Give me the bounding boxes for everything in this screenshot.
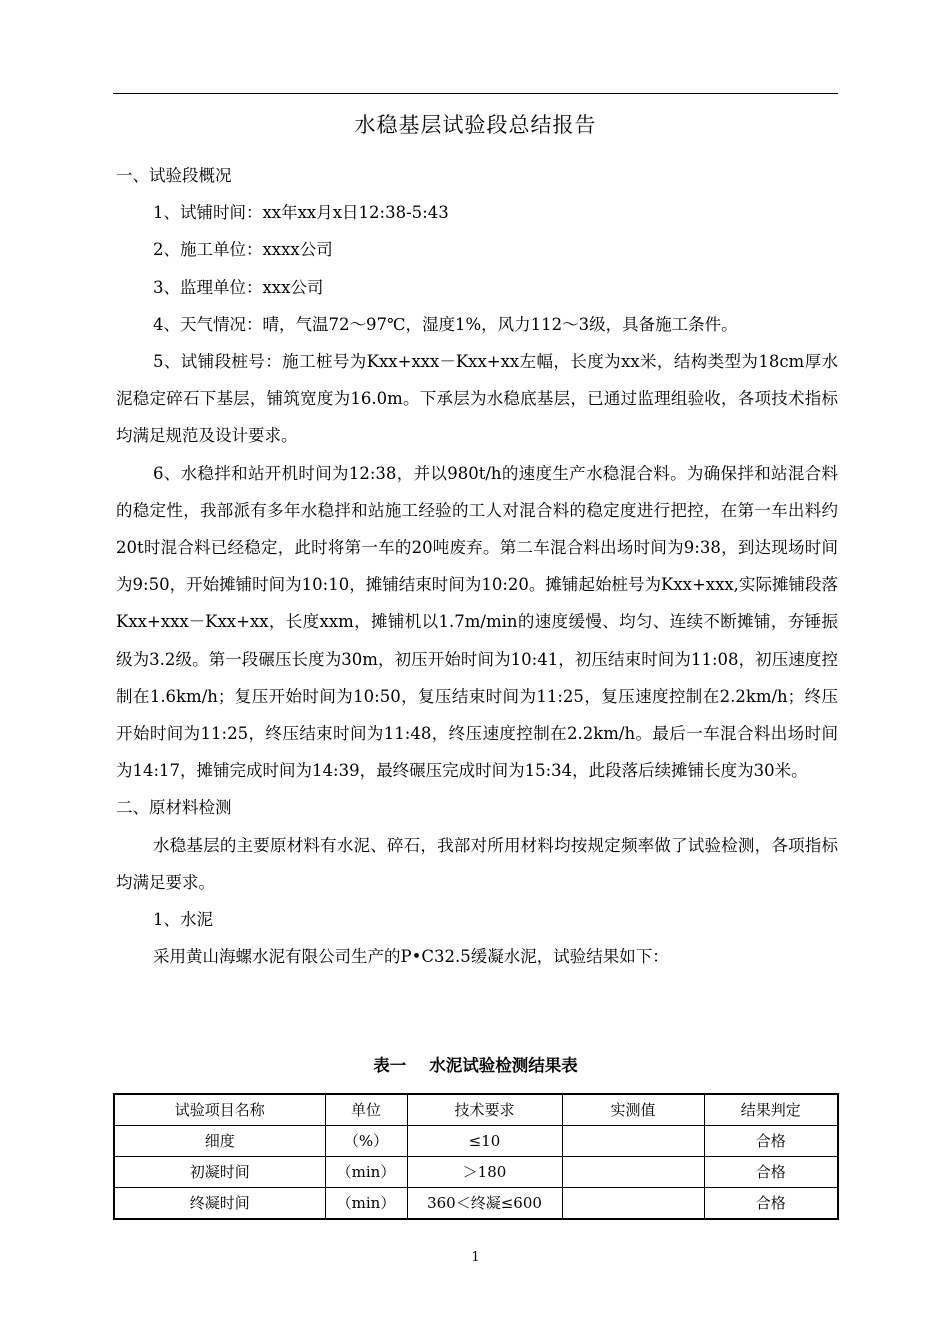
- table-caption: 表一 水泥试验检测结果表: [373, 1056, 578, 1075]
- body-paragraph: 水稳基层的主要原材料有水泥、碎石，我部对所用材料均按规定频率做了试验检测，各项指标均满足要求。: [116, 835, 838, 892]
- table-header-cell: 单位: [325, 1094, 407, 1126]
- page-number: 1: [471, 1250, 480, 1265]
- table-row: [114, 1157, 838, 1188]
- table-cell: 合格: [704, 1188, 838, 1220]
- table-header-cell: 实测值: [562, 1094, 704, 1126]
- body-paragraph: 4、天气情况：晴，气温72～97℃，湿度1%，风力112～3级，具备施工条件。: [153, 314, 738, 334]
- table-cell: 合格: [704, 1157, 838, 1188]
- table-cell: 终凝时间: [114, 1188, 325, 1220]
- table-header-row: [114, 1094, 838, 1126]
- document-body: [116, 157, 838, 975]
- table-cell: 细度: [114, 1126, 325, 1157]
- table-header-cell: 试验项目名称: [114, 1094, 325, 1126]
- table-cell: （min）: [325, 1188, 407, 1220]
- body-paragraph: 6、水稳拌和站开机时间为12:38，并以980t/h的速度生产水稳混合料。为确保拌和站混合料的稳定性，我部派有多年水稳拌和站施工经验的工人对混合料的稳定度进行把控，在第一车出料约20t时混合料已经稳定，此时将第一车的20吨废弃。第二车混合料出场时间为9:38，到达现场时间为9:50，开始摊铺时间为10:10，摊铺结束时间为10:20。摊铺起始桩号为Kxx+xxx,实际摊铺段落Kxx+xxx－Kxx+xx，长度xxm，摊铺机以1.7m/min的速度缓慢、均匀、连续不断摊铺，夯锤振级为3.2级。第一段碾压长度为30m，初压开始时间为10:41，初压结束时间为11:08，初压速度控制在1.6km/h；复压开始时间为10:50，复压结束时间为11:25，复压速度控制在2.2km/h；终压开始时间为11:25，终压结束时间为11:48，终压速度控制在2.2km/h。最后一车混合料出场时间为14:17，摊铺完成时间为14:39，最终碾压完成时间为15:34，此段落后续摊铺长度为30米。: [116, 463, 838, 781]
- header-rule: [113, 93, 838, 94]
- table-cell: [562, 1188, 704, 1220]
- section-heading: 一、试验段概况: [116, 166, 232, 185]
- table-cell: 初凝时间: [114, 1157, 325, 1188]
- body-paragraph: 1、试铺时间：xx年xx月x日12:38-5:43: [153, 203, 449, 223]
- section-heading: 二、原材料检测: [116, 798, 232, 818]
- body-paragraph: 2、施工单位：xxxx公司: [153, 240, 333, 260]
- table-cell: 合格: [704, 1126, 838, 1157]
- table-row: [114, 1126, 838, 1157]
- body-paragraph: 5、试铺段桩号：施工桩号为Kxx+xxx－Kxx+xx左幅，长度为xx米，结构类型为18cm厚水泥稳定碎石下基层，铺筑宽度为16.0m。下承层为水稳底基层，已通过监理组验收，各项技术指标均满足规范及设计要求。: [116, 352, 838, 446]
- table-cell: 360＜终凝≤600: [407, 1188, 562, 1220]
- cement-test-results-table: [113, 1093, 839, 1220]
- table-header-cell: 技术要求: [407, 1094, 562, 1126]
- table-cell: ＞180: [407, 1157, 562, 1188]
- table-row: [114, 1188, 838, 1220]
- table-cell: [562, 1157, 704, 1188]
- body-paragraph: 采用黄山海螺水泥有限公司生产的P•C32.5缓凝水泥，试验结果如下：: [153, 947, 669, 967]
- body-paragraph: 1、水泥: [153, 910, 213, 930]
- table-cell: （min）: [325, 1157, 407, 1188]
- table-cell: ≤10: [407, 1126, 562, 1157]
- table-cell: [562, 1126, 704, 1157]
- table-header-cell: 结果判定: [704, 1094, 838, 1126]
- document-title: 水稳基层试验段总结报告: [354, 113, 597, 137]
- body-paragraph: 3、监理单位：xxx公司: [153, 277, 324, 297]
- table-cell: （%）: [325, 1126, 407, 1157]
